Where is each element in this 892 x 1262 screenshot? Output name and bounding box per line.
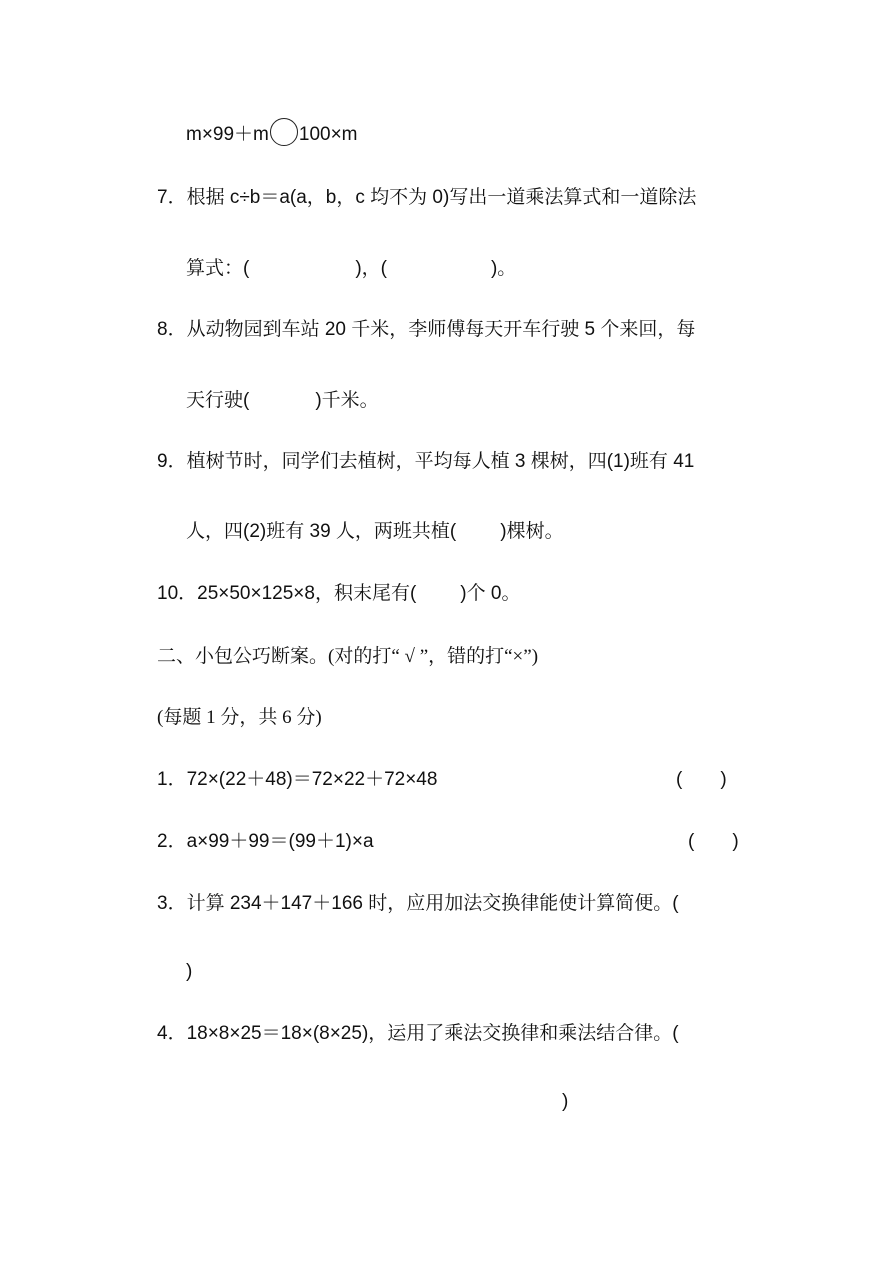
item6-expression: [186, 118, 358, 147]
item10: [157, 582, 520, 606]
item10-suffix: )个 0。: [460, 583, 521, 604]
judge-item-3-close[interactable]: ): [186, 961, 193, 982]
section2-title: 二、小包公巧断案。(对的打“ √ ”，错的打“×”): [157, 646, 539, 667]
item7-prefix: 算式：(: [186, 258, 250, 279]
item10-prefix: 10．25×50×125×8，积末尾有(: [157, 583, 417, 604]
item8-line2: [186, 389, 379, 413]
item6-left: m×99＋m: [186, 124, 269, 145]
item9-line2: [186, 520, 564, 544]
item6-right: 100×m: [298, 124, 358, 145]
item8-suffix: )千米。: [315, 390, 379, 411]
item8-prefix: 天行驶(: [186, 390, 250, 411]
judge-item-3: 3．计算 234＋147＋166 时，应用加法交换律能使计算简便。(: [157, 893, 679, 914]
item7-line2: [186, 257, 516, 281]
item7-line1: 7．根据 c÷b＝a(a，b，c 均不为 0)写出一道乘法算式和一道除法: [157, 187, 697, 208]
item9-suffix: )棵树。: [500, 521, 564, 542]
judge-item-4: 4．18×8×25＝18×(8×25)，运用了乘法交换律和乘法结合律。(: [157, 1023, 679, 1044]
item9-prefix: 人，四(2)班有 39 人，两班共植(: [186, 521, 457, 542]
judge-item-4-close[interactable]: ): [562, 1091, 569, 1112]
judge-item-1: 1．72×(22＋48)＝72×22＋72×48: [157, 769, 438, 790]
item7-suffix: )。: [490, 258, 517, 279]
item8-line1: 8．从动物园到车站 20 千米，李师傅每天开车行驶 5 个来回，每: [157, 319, 696, 340]
comparison-circle[interactable]: [270, 118, 298, 146]
item9-line1: 9．植树节时，同学们去植树，平均每人植 3 棵树，四(1)班有 41: [157, 451, 695, 472]
judge-item-2-blank[interactable]: ( ): [688, 831, 739, 852]
judge-item-2: 2．a×99＋99＝(99＋1)×a: [157, 831, 374, 852]
judge-item-1-blank[interactable]: ( ): [676, 769, 727, 790]
item7-mid: )，(: [355, 258, 387, 279]
section2-note: (每题 1 分，共 6 分): [157, 707, 322, 728]
